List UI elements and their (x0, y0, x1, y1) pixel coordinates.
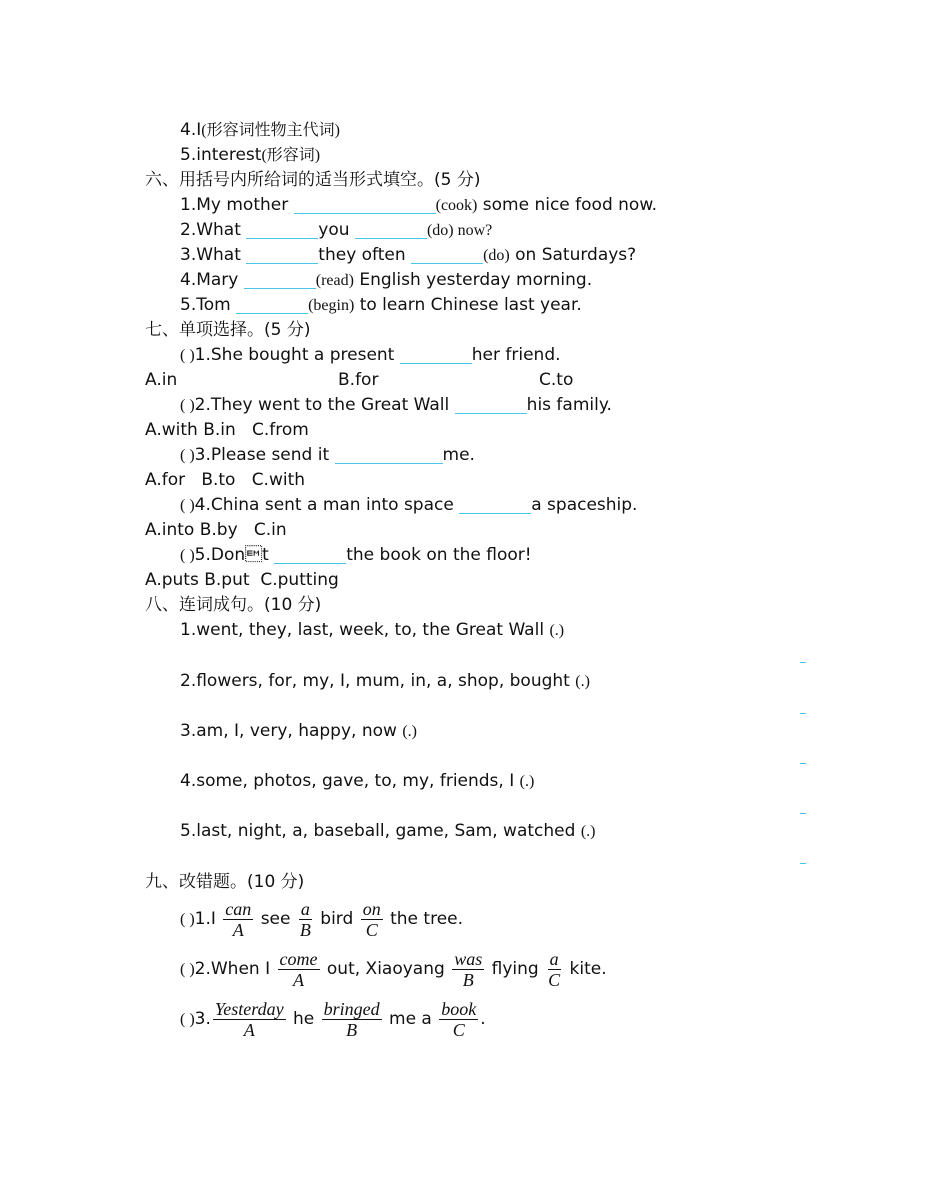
option-c: $\frac{\text{book}}{C}$ (441, 998, 477, 1040)
answer-paren[interactable]: ( ) (180, 347, 195, 364)
answer-line[interactable] (800, 662, 806, 663)
section-6-title: 六、用括号内所给词的适当形式填空。(5 分) (145, 170, 481, 190)
answer-paren[interactable]: ( ) (180, 397, 195, 414)
option-b: $\frac{a}{B}$ (299, 898, 311, 940)
fill-question-2: 2.What you (do) now? (180, 220, 493, 240)
choice-options: A.with B.in C.from (145, 420, 309, 440)
answer-paren[interactable]: ( ) (180, 447, 195, 464)
option-a: $\frac{\text{can}}{A}$ (225, 898, 252, 940)
option-b: $\frac{\text{was}}{B}$ (454, 948, 483, 990)
choice-question-5: ( )5.Dont the book on the floor! (180, 545, 532, 565)
answer-blank[interactable] (455, 397, 527, 414)
option-b: $\frac{\text{bringed}}{B}$ (323, 998, 380, 1040)
answer-line[interactable] (800, 763, 806, 764)
answer-paren[interactable]: ( ) (180, 497, 195, 514)
answer-paren[interactable]: ( ) (180, 1011, 195, 1028)
choice-question-2: ( )2.They went to the Great Wall his family. (180, 395, 612, 415)
sentence-item-2: 2.flowers, for, my, I, mum, in, a, shop, bought (.) (180, 671, 590, 691)
option-a: $\frac{\text{Yesterday}}{A}$ (214, 998, 284, 1040)
fill-question-5: 5.Tom (begin) to learn Chinese last year. (180, 295, 582, 315)
section-9-title: 九、改错题。(10 分) (145, 872, 305, 892)
choice-question-1: ( )1.She bought a present her friend. (180, 345, 561, 365)
answer-line[interactable] (800, 863, 806, 864)
section-7-title: 七、单项选择。(5 分) (145, 320, 311, 340)
choice-option-c: C.to (539, 370, 574, 390)
answer-blank[interactable] (411, 247, 483, 264)
error-question-2: ( )2.When I $\frac{\text{come}}{A}$ out, Xiaoyang $\frac{\text{was}}{B}$ flying $\frac{a}{C}$ kite. (180, 948, 607, 990)
answer-blank[interactable] (400, 347, 472, 364)
answer-blank[interactable] (459, 497, 531, 514)
answer-blank[interactable] (294, 197, 436, 214)
fill-question-4: 4.Mary (read) English yesterday morning. (180, 270, 593, 290)
answer-paren[interactable]: ( ) (180, 547, 195, 564)
choice-options: A.into B.by C.in (145, 520, 287, 540)
section-8-title: 八、连词成句。(10 分) (145, 595, 322, 615)
answer-blank[interactable] (335, 447, 443, 464)
answer-paren[interactable]: ( ) (180, 911, 195, 928)
answer-blank[interactable] (244, 272, 316, 289)
fill-question-1: 1.My mother (cook) some nice food now. (180, 195, 658, 215)
choice-options: A.puts B.put C.putting (145, 570, 339, 590)
fill-question-3: 3.What they often (do) on Saturdays? (180, 245, 637, 265)
answer-blank[interactable] (246, 247, 318, 264)
option-c: $\frac{a}{C}$ (548, 948, 561, 990)
sentence-item-3: 3.am, I, very, happy, now (.) (180, 721, 417, 741)
sentence-item-5: 5.last, night, a, baseball, game, Sam, watched (.) (180, 821, 596, 841)
answer-line[interactable] (800, 813, 806, 814)
choice-question-4: ( )4.China sent a man into space a spaceship. (180, 495, 638, 515)
answer-line[interactable] (800, 713, 806, 714)
choice-option-b: B.for (338, 370, 379, 390)
sentence-item-1: 1.went, they, last, week, to, the Great Wall (.) (180, 620, 565, 640)
word-form-item-5: 5.interest(形容词) (180, 145, 321, 165)
answer-paren[interactable]: ( ) (180, 961, 195, 978)
choice-option-a: A.in (145, 370, 178, 390)
answer-blank[interactable] (274, 547, 346, 564)
error-question-3: ( )3. $\frac{\text{Yesterday}}{A}$ he $\frac{\text{bringed}}{B}$ me a $\frac{\text{book}}{C}$ . (180, 998, 486, 1040)
error-question-1: ( )1.I $\frac{\text{can}}{A}$ see $\frac{a}{B}$ bird $\frac{on}{C}$ the tree. (180, 898, 464, 940)
answer-blank[interactable] (355, 222, 427, 239)
option-c: $\frac{on}{C}$ (362, 898, 381, 940)
option-a: $\frac{\text{come}}{A}$ (279, 948, 318, 990)
answer-blank[interactable] (236, 297, 308, 314)
choice-question-3: ( )3.Please send it me. (180, 445, 475, 465)
answer-blank[interactable] (246, 222, 318, 239)
word-form-item-4: 4.I(形容词性物主代词) (180, 120, 340, 140)
choice-options: A.for B.to C.with (145, 470, 306, 490)
sentence-item-4: 4.some, photos, gave, to, my, friends, I (.) (180, 771, 535, 791)
